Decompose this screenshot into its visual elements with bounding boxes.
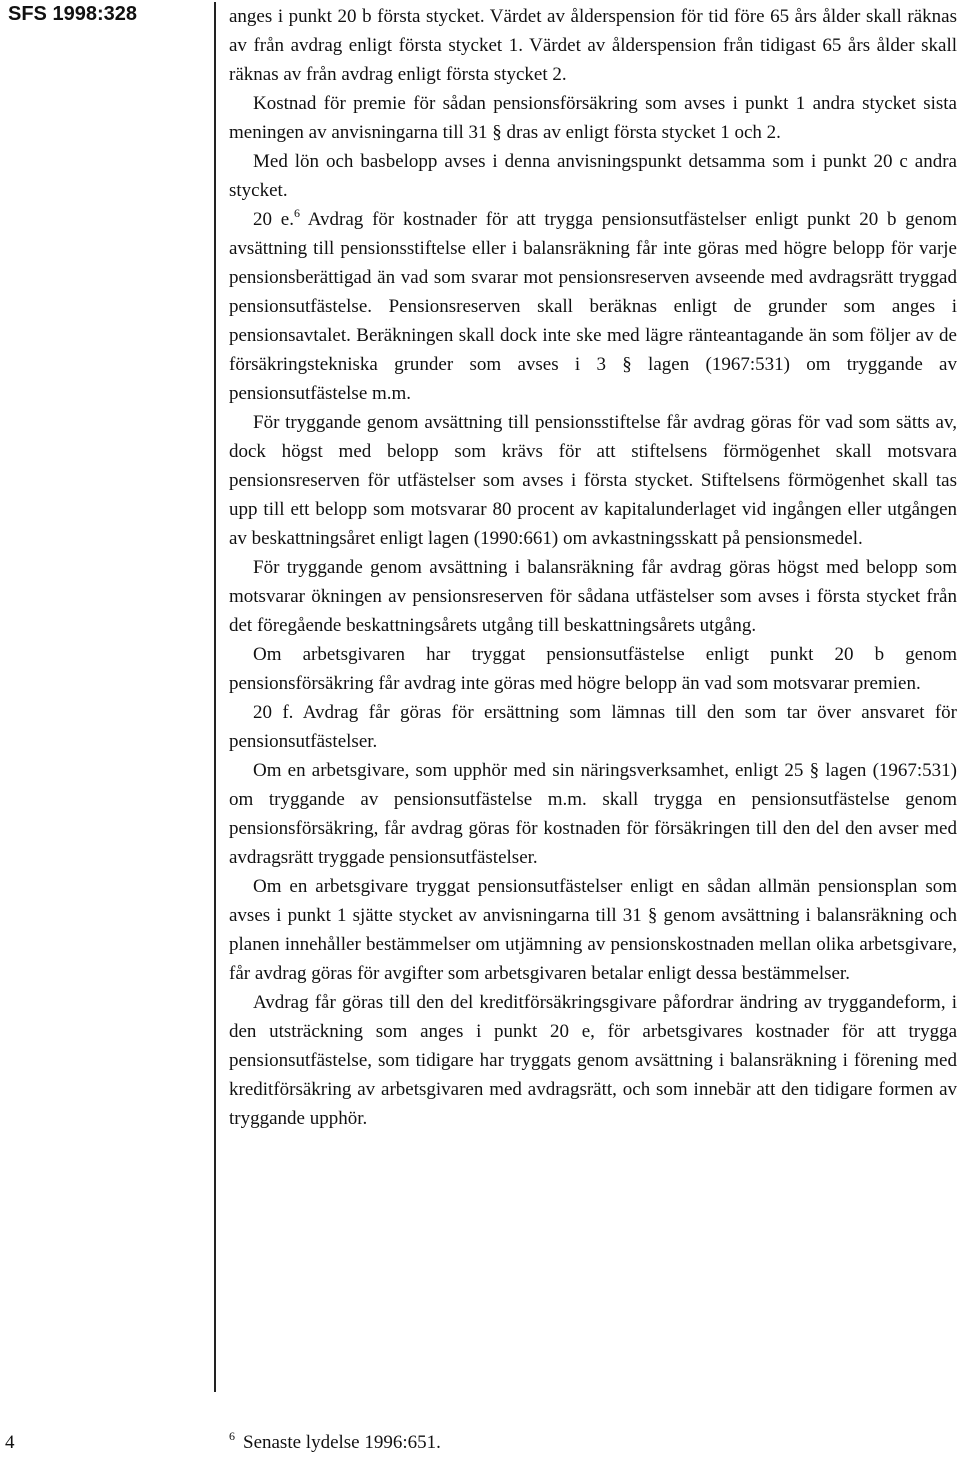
margin-rule	[214, 2, 216, 1392]
paragraph-text: Avdrag för kostnader för att trygga pensionsutfästelser enligt punkt 20 b genom avsättning till pensionsstiftelse eller i balansräkning får inte göras med högre belopp för varje pensionsberättigad än vad som svarar mot pensionsreserven avseende med avdragsrätt tryggad pensionsutfästelse. Pensionsreserven skall beräknas enligt de grunder som anges i pensionsavtalet. Beräkningen skall dock inte ske med lägre ränteantagande än som följer av de försäkringstekniska grunder som avses i 3 § lagen (1967:531) om tryggande av pensionsutfästelse m.m.	[229, 209, 958, 404]
paragraph-section-20f	[229, 698, 957, 756]
footnote-marker: 6	[229, 1429, 235, 1443]
paragraph: Avdrag får göras till den del kreditförsäkringsgivare påfordrar ändring av tryggandeform, i den utsträckning som anges i punkt 20 e, för arbetsgivares kostnader för att trygga pensionsutfästelse, som tidigare har tryggats genom avsättning i balansräkning i förening med kreditförsäkring av arbetsgivaren med avdragsrätt, och som innebär att den tidigare formen av tryggande upphör.	[229, 992, 957, 1129]
footnote	[229, 1429, 929, 1454]
paragraph-text: Avdrag får göras för ersättning som lämnas till den som tar över ansvaret för pensionsutfästelser.	[229, 702, 958, 752]
paragraph: För tryggande genom avsättning till pensionsstiftelse får avdrag göras för vad som sätts av, dock högst med belopp som krävs för att stiftelsens förmögenhet skall motsvara pensionsreserven för utfästelser som avses i första stycket. Stiftelsens förmögenhet skall tas upp till ett belopp som motsvarar 80 procent av kapitalunderlaget vid ingången eller utgången av beskattningsåret enligt lagen (1990:661) om avkastningsskatt på pensionsmedel.	[229, 412, 957, 549]
paragraph: Kostnad för premie för sådan pensionsförsäkring som avses i punkt 1 andra stycket sista meningen av anvisningarna till 31 § dras av enligt första stycket 1 och 2.	[229, 93, 957, 143]
sfs-number-header: SFS 1998:328	[8, 3, 137, 25]
paragraph: Om arbetsgivaren har tryggat pensionsutfästelse enligt punkt 20 b genom pensionsförsäkring får avdrag inte göras med högre belopp än vad som motsvarar premien.	[229, 644, 957, 694]
footnote-ref: 6	[293, 206, 300, 220]
paragraph-section-20e	[229, 205, 957, 408]
paragraph: Om en arbetsgivare tryggat pensionsutfästelser enligt en sådan allmän pensionsplan som avses i punkt 1 sjätte stycket av anvisningarna till 31 § genom avsättning i balansräkning och planen innehåller bestämmelser om utjämning av pensionskostnaden mellan olika arbetsgivare, får avdrag göras för avgifter som arbetsgivaren betalar enligt dessa bestämmelser.	[229, 876, 957, 984]
paragraph: Om en arbetsgivare, som upphör med sin näringsverksamhet, enligt 25 § lagen (1967:531) om tryggande av pensionsutfästelse m.m. skall trygga en pensionsutfästelse genom pensionsförsäkring, får avdrag göras för kostnaden för försäkringen till den del den avser med avdragsrätt tryggade pensionsutfästelser.	[229, 760, 957, 868]
document-body	[229, 2, 957, 1133]
paragraph: Med lön och basbelopp avses i denna anvisningspunkt detsamma som i punkt 20 c andra stycket.	[229, 151, 957, 201]
paragraph: För tryggande genom avsättning i balansräkning får avdrag göras högst med belopp som motsvarar ökningen av pensionsreserven för sådana utfästelser som avses i första stycket från det föregående beskattningsårets utgång till beskattningsårets utgång.	[229, 557, 957, 636]
section-label: 20 e.	[253, 209, 294, 230]
page-number: 4	[5, 1432, 15, 1453]
footnote-text: Senaste lydelse 1996:651.	[243, 1432, 441, 1453]
section-label: 20 f.	[253, 702, 294, 723]
paragraph: anges i punkt 20 b första stycket. Värdet av ålderspension för tid före 65 års ålder skall räknas av från avdrag enligt första stycket 1. Värdet av ålderspension från tidigast 65 års ålder skall räknas av från avdrag enligt första stycket 2.	[229, 6, 957, 85]
